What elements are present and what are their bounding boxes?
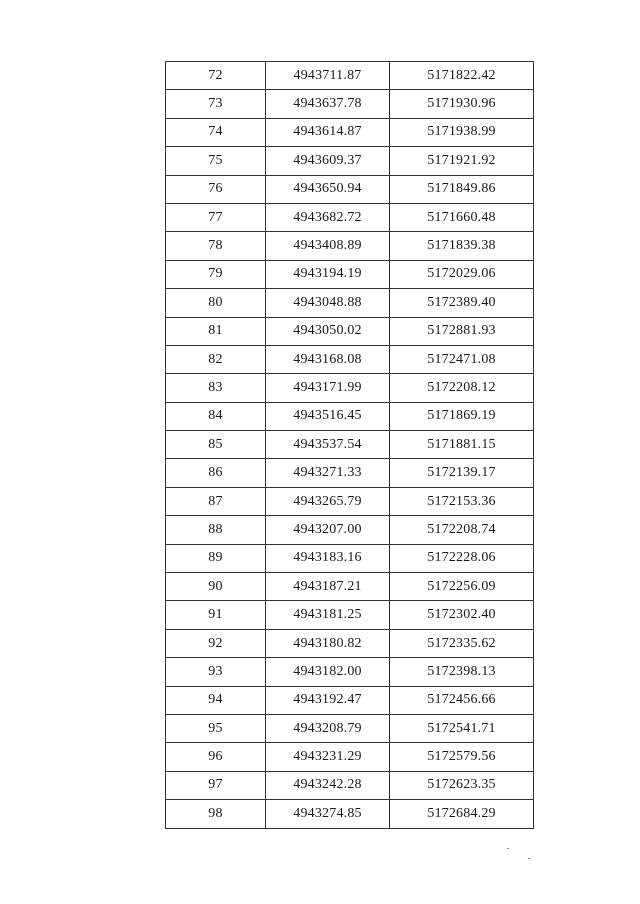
- y-coordinate-cell: 5172153.36: [390, 487, 534, 515]
- point-number-cell: 84: [166, 402, 266, 430]
- y-coordinate-cell: 5172335.62: [390, 629, 534, 657]
- x-coordinate-cell: 4943231.29: [266, 743, 390, 771]
- y-coordinate-cell: 5172398.13: [390, 658, 534, 686]
- y-coordinate-cell: 5172389.40: [390, 289, 534, 317]
- point-number-cell: 95: [166, 714, 266, 742]
- y-coordinate-cell: 5171839.38: [390, 232, 534, 260]
- x-coordinate-cell: 4943048.88: [266, 289, 390, 317]
- x-coordinate-cell: 4943242.28: [266, 771, 390, 799]
- point-number-cell: 98: [166, 800, 266, 828]
- x-coordinate-cell: 4943537.54: [266, 431, 390, 459]
- point-number-cell: 78: [166, 232, 266, 260]
- y-coordinate-cell: 5171921.92: [390, 147, 534, 175]
- table-row: [166, 62, 534, 90]
- y-coordinate-cell: 5172208.74: [390, 516, 534, 544]
- table-row: [166, 345, 534, 373]
- x-coordinate-cell: 4943265.79: [266, 487, 390, 515]
- table-row: [166, 402, 534, 430]
- y-coordinate-cell: 5171930.96: [390, 90, 534, 118]
- y-coordinate-cell: 5171869.19: [390, 402, 534, 430]
- y-coordinate-cell: 5172623.35: [390, 771, 534, 799]
- x-coordinate-cell: 4943050.02: [266, 317, 390, 345]
- x-coordinate-cell: 4943516.45: [266, 402, 390, 430]
- point-number-cell: 73: [166, 90, 266, 118]
- table-row: [166, 658, 534, 686]
- point-number-cell: 83: [166, 374, 266, 402]
- x-coordinate-cell: 4943274.85: [266, 800, 390, 828]
- x-coordinate-cell: 4943171.99: [266, 374, 390, 402]
- point-number-cell: 85: [166, 431, 266, 459]
- point-number-cell: 93: [166, 658, 266, 686]
- x-coordinate-cell: 4943183.16: [266, 544, 390, 572]
- x-coordinate-cell: 4943609.37: [266, 147, 390, 175]
- table-row: [166, 487, 534, 515]
- table-row: [166, 289, 534, 317]
- point-number-cell: 88: [166, 516, 266, 544]
- table-row: [166, 771, 534, 799]
- scan-speck: [507, 848, 509, 849]
- x-coordinate-cell: 4943650.94: [266, 175, 390, 203]
- coordinate-table-body: [166, 62, 534, 829]
- table-row: [166, 573, 534, 601]
- coordinate-table: [165, 61, 534, 829]
- y-coordinate-cell: 5171881.15: [390, 431, 534, 459]
- point-number-cell: 81: [166, 317, 266, 345]
- table-row: [166, 743, 534, 771]
- x-coordinate-cell: 4943682.72: [266, 203, 390, 231]
- y-coordinate-cell: 5172139.17: [390, 459, 534, 487]
- table-row: [166, 232, 534, 260]
- point-number-cell: 92: [166, 629, 266, 657]
- y-coordinate-cell: 5172208.12: [390, 374, 534, 402]
- y-coordinate-cell: 5171660.48: [390, 203, 534, 231]
- x-coordinate-cell: 4943192.47: [266, 686, 390, 714]
- y-coordinate-cell: 5172881.93: [390, 317, 534, 345]
- point-number-cell: 72: [166, 62, 266, 90]
- y-coordinate-cell: 5171822.42: [390, 62, 534, 90]
- x-coordinate-cell: 4943181.25: [266, 601, 390, 629]
- table-row: [166, 317, 534, 345]
- point-number-cell: 91: [166, 601, 266, 629]
- point-number-cell: 75: [166, 147, 266, 175]
- y-coordinate-cell: 5172579.56: [390, 743, 534, 771]
- table-row: [166, 800, 534, 828]
- table-row: [166, 147, 534, 175]
- y-coordinate-cell: 5172256.09: [390, 573, 534, 601]
- table-row: [166, 260, 534, 288]
- y-coordinate-cell: 5172029.06: [390, 260, 534, 288]
- x-coordinate-cell: 4943187.21: [266, 573, 390, 601]
- point-number-cell: 79: [166, 260, 266, 288]
- scan-speck: [528, 858, 530, 859]
- y-coordinate-cell: 5172228.06: [390, 544, 534, 572]
- point-number-cell: 87: [166, 487, 266, 515]
- table-row: [166, 601, 534, 629]
- point-number-cell: 96: [166, 743, 266, 771]
- table-row: [166, 175, 534, 203]
- x-coordinate-cell: 4943182.00: [266, 658, 390, 686]
- x-coordinate-cell: 4943194.19: [266, 260, 390, 288]
- table-row: [166, 544, 534, 572]
- x-coordinate-cell: 4943180.82: [266, 629, 390, 657]
- y-coordinate-cell: 5171849.86: [390, 175, 534, 203]
- x-coordinate-cell: 4943408.89: [266, 232, 390, 260]
- table-row: [166, 686, 534, 714]
- table-row: [166, 374, 534, 402]
- x-coordinate-cell: 4943207.00: [266, 516, 390, 544]
- table-row: [166, 714, 534, 742]
- table-row: [166, 431, 534, 459]
- y-coordinate-cell: 5172456.66: [390, 686, 534, 714]
- table-row: [166, 90, 534, 118]
- point-number-cell: 90: [166, 573, 266, 601]
- table-row: [166, 459, 534, 487]
- point-number-cell: 82: [166, 345, 266, 373]
- point-number-cell: 76: [166, 175, 266, 203]
- point-number-cell: 94: [166, 686, 266, 714]
- y-coordinate-cell: 5171938.99: [390, 118, 534, 146]
- x-coordinate-cell: 4943208.79: [266, 714, 390, 742]
- x-coordinate-cell: 4943637.78: [266, 90, 390, 118]
- point-number-cell: 97: [166, 771, 266, 799]
- y-coordinate-cell: 5172302.40: [390, 601, 534, 629]
- y-coordinate-cell: 5172684.29: [390, 800, 534, 828]
- point-number-cell: 86: [166, 459, 266, 487]
- y-coordinate-cell: 5172471.08: [390, 345, 534, 373]
- x-coordinate-cell: 4943614.87: [266, 118, 390, 146]
- point-number-cell: 89: [166, 544, 266, 572]
- point-number-cell: 80: [166, 289, 266, 317]
- point-number-cell: 77: [166, 203, 266, 231]
- table-row: [166, 118, 534, 146]
- x-coordinate-cell: 4943271.33: [266, 459, 390, 487]
- x-coordinate-cell: 4943711.87: [266, 62, 390, 90]
- y-coordinate-cell: 5172541.71: [390, 714, 534, 742]
- table-row: [166, 203, 534, 231]
- point-number-cell: 74: [166, 118, 266, 146]
- table-row: [166, 629, 534, 657]
- table-row: [166, 516, 534, 544]
- x-coordinate-cell: 4943168.08: [266, 345, 390, 373]
